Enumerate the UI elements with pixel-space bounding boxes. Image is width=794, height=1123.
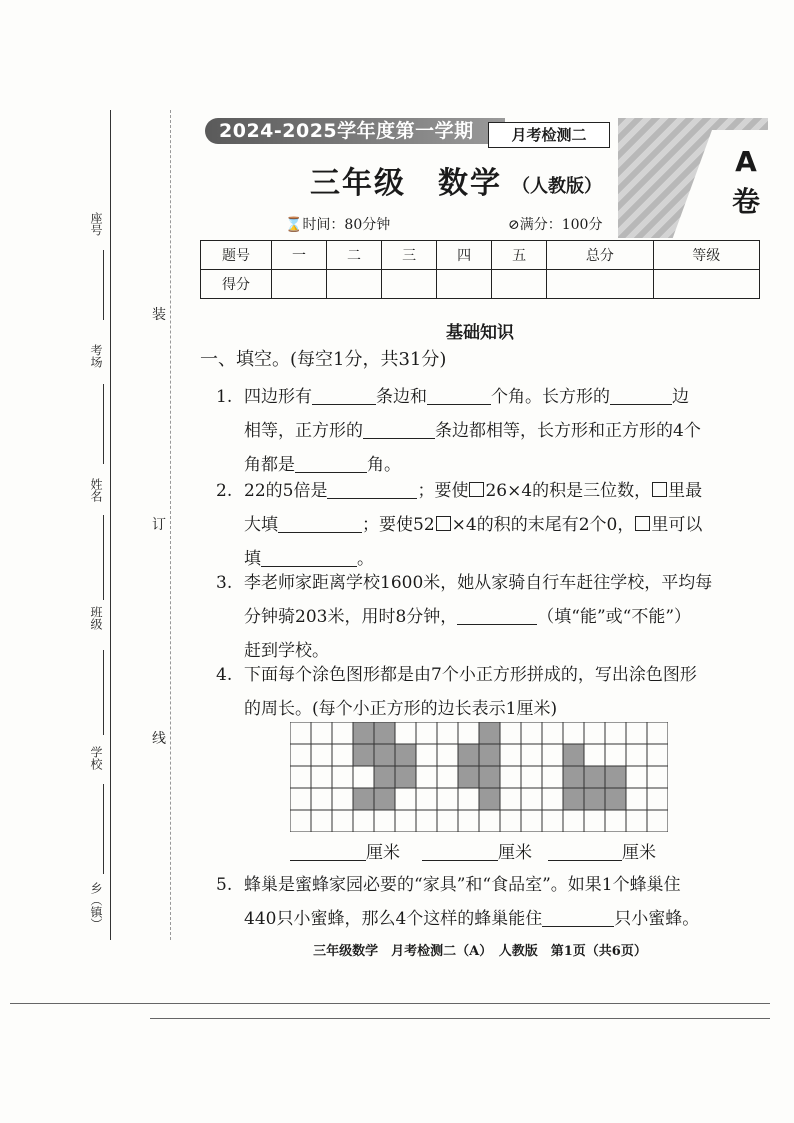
- empty-box: [635, 516, 650, 531]
- score-table-header: 题号: [201, 241, 272, 270]
- q4-blank-2[interactable]: [422, 842, 498, 861]
- q2-text: 22的5倍是: [244, 481, 328, 501]
- empty-box: [469, 482, 484, 497]
- class-label: 班级: [89, 606, 103, 630]
- score-table-header: 总分: [547, 241, 653, 270]
- binding-mark-xian: 线: [152, 731, 166, 747]
- question-1: [216, 380, 762, 482]
- exam-room-label: 考场: [89, 344, 103, 368]
- score-table-header: 三: [382, 241, 437, 270]
- q5-text: 440只小蜜蜂，那么4个这样的蜂巢能住: [244, 909, 543, 929]
- q1-blank-1[interactable]: [312, 386, 376, 405]
- page-title: 三年级 数学: [310, 166, 502, 201]
- q4-text: 下面每个涂色图形都是由7个小正方形拼成的，写出涂色图形: [244, 665, 697, 685]
- unit-cm: 厘米: [366, 843, 400, 863]
- empty-box: [436, 516, 451, 531]
- q1-text: 角。: [367, 455, 401, 475]
- score-table-header-row: [201, 241, 760, 270]
- q3-text: 分钟骑203米，用时8分钟，: [244, 607, 458, 627]
- q5-text: 只小蜜蜂。: [614, 909, 700, 929]
- part-one-heading: 一、填空。(每空1分，共31分): [200, 349, 447, 370]
- q2-text: 里最: [668, 481, 703, 501]
- score-info: [508, 214, 602, 234]
- empty-box: [652, 482, 667, 497]
- badge-juan: 卷: [731, 185, 760, 218]
- q4-text: 的周长。(每个小正方形的边长表示1厘米): [244, 699, 558, 719]
- section-title: 基础知识: [446, 323, 514, 343]
- full-score-text: 满分：100分: [519, 217, 603, 233]
- question-number: 4.: [216, 665, 233, 685]
- name-label: 姓名: [89, 478, 103, 502]
- q1-text: 边: [672, 387, 689, 407]
- q4-blank-1[interactable]: [290, 842, 366, 861]
- binding-mark-zhuang: 装: [152, 307, 166, 323]
- q3-text: （填“能”或“不能”）: [537, 607, 692, 627]
- q1-text: 条边都相等，长方形和正方形的4个: [435, 421, 701, 441]
- perimeter-answer-3: [548, 838, 656, 863]
- q1-text: 条边和: [376, 387, 427, 407]
- score-table-score-row: [201, 270, 760, 299]
- school-year-banner: 2024-2025学年度第一学期: [205, 118, 505, 144]
- score-cell[interactable]: [272, 270, 327, 299]
- exam-room-blank[interactable]: [103, 384, 104, 464]
- edition-label: （人教版）: [512, 176, 602, 197]
- badge-a: A: [735, 145, 757, 178]
- question-4: [216, 658, 762, 726]
- q2-blank-2[interactable]: [278, 514, 362, 533]
- seat-label: 座号: [89, 212, 103, 236]
- score-table-header: 五: [492, 241, 547, 270]
- school-blank[interactable]: [103, 784, 104, 874]
- q1-blank-4[interactable]: [363, 420, 435, 439]
- town-label: 乡（镇）: [89, 882, 103, 930]
- score-table-header: 一: [272, 241, 327, 270]
- question-3: [216, 566, 762, 668]
- exam-name-box: 月考检测二: [488, 122, 610, 148]
- question-2: [216, 474, 762, 576]
- q2-text: 。: [357, 549, 374, 569]
- square-grid-figure: [290, 722, 668, 832]
- score-table-header: 二: [327, 241, 382, 270]
- binding-mark-ding: 订: [152, 517, 166, 533]
- q2-blank-3[interactable]: [261, 548, 357, 567]
- score-cell[interactable]: [653, 270, 759, 299]
- score-table: [200, 240, 760, 299]
- q1-blank-2[interactable]: [427, 386, 491, 405]
- q4-blank-3[interactable]: [548, 842, 622, 861]
- q1-text: 个角。长方形的: [491, 387, 610, 407]
- q2-text: 填: [244, 549, 261, 569]
- question-5: [216, 868, 762, 936]
- score-table-header: 四: [437, 241, 492, 270]
- time-text: 时间：80分钟: [302, 217, 391, 233]
- q2-text: 26×4的积是三位数，: [485, 481, 652, 501]
- question-number: 2.: [216, 481, 233, 501]
- unit-cm: 厘米: [498, 843, 532, 863]
- class-blank[interactable]: [103, 650, 104, 735]
- score-cell[interactable]: [437, 270, 492, 299]
- q2-text: 大填: [244, 515, 278, 535]
- perimeter-answer-1: [290, 838, 400, 863]
- score-row-label: 得分: [201, 270, 272, 299]
- q5-text: 蜂巢是蜜蜂家园必要的“家具”和“食品室”。如果1个蜂巢住: [244, 875, 681, 895]
- seat-blank[interactable]: [103, 250, 104, 320]
- paper-badge: [724, 142, 768, 236]
- question-number: 3.: [216, 573, 233, 593]
- cut-line: [170, 110, 171, 940]
- q3-blank[interactable]: [457, 606, 537, 625]
- check-circle-icon: ⊘: [508, 217, 520, 233]
- q3-text: 赶到学校。: [244, 641, 329, 661]
- q2-text: ；要使: [417, 481, 469, 501]
- question-number: 5.: [216, 875, 233, 895]
- q1-text: 四边形有: [244, 387, 312, 407]
- q1-text: 相等，正方形的: [244, 421, 363, 441]
- q5-blank[interactable]: [542, 908, 614, 927]
- unit-cm: 厘米: [622, 843, 656, 863]
- name-blank[interactable]: [103, 515, 104, 600]
- question-number: 1.: [216, 387, 233, 407]
- scan-edge-line: [150, 1018, 770, 1019]
- q1-text: 角都是: [244, 455, 295, 475]
- perimeter-answer-2: [422, 838, 532, 863]
- hourglass-icon: ⌛: [285, 217, 303, 233]
- time-info: [285, 214, 390, 234]
- page-footer: 三年级数学 月考检测二（A） 人教版 第1页（共6页）: [313, 944, 647, 959]
- q3-text: 李老师家距离学校1600米，她从家骑自行车赶往学校，平均每: [244, 573, 713, 593]
- score-cell[interactable]: [492, 270, 547, 299]
- q1-blank-3[interactable]: [610, 386, 672, 405]
- scan-edge-line: [10, 1003, 770, 1004]
- q2-text: ×4的积的末尾有2个0，: [451, 515, 635, 535]
- q1-blank-5[interactable]: [295, 454, 367, 473]
- score-cell[interactable]: [382, 270, 437, 299]
- binding-line: [110, 110, 111, 940]
- q2-text: ；要使52: [362, 515, 435, 535]
- q2-text: 里可以: [651, 515, 703, 535]
- score-cell[interactable]: [547, 270, 653, 299]
- q2-blank-1[interactable]: [327, 480, 417, 499]
- score-table-header: 等级: [653, 241, 759, 270]
- score-cell[interactable]: [327, 270, 382, 299]
- school-label: 学校: [89, 746, 103, 770]
